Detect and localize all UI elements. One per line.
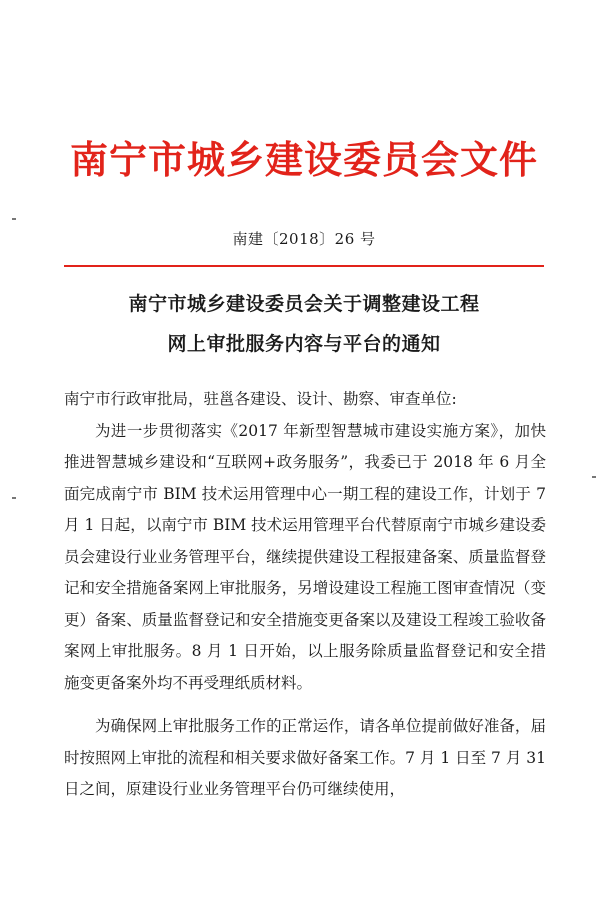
agency-header-title: 南宁市城乡建设委员会文件: [69, 137, 538, 182]
salutation: 南宁市行政审批局，驻邕各建设、设计、勘察、审查单位:: [64, 390, 457, 408]
document-number: 南建〔2018〕26 号: [232, 230, 376, 248]
body-paragraph-1: 为进一步贯彻落实《2017 年新型智慧城市建设实施方案》，加快推进智慧城乡建设和“互联网+政务服务”，我委已于 2018 年 6 月全面完成南宁市 BIM 技术运用管理中心一期工程的建设工作，计划于 7 月 1 日起，以南宁市 BIM 技术运用管理平台代替原南宁市城乡建设委员会建设行业业务管理平台，继续提供建设工程报建备案、质量监督登记和安全措施备案网上审批服务，另增设建设工程施工图审查情况（变更）备案、质量监督登记和安全措施变更备案以及建设工程竣工验收备案网上审批服务。8 月 1 日开始，以上服务除质量监督登记和安全措施变更备案外均不再受理纸质材料。: [64, 421, 546, 692]
notice-title-line-1: 南宁市城乡建设委员会关于调整建设工程: [128, 293, 480, 315]
notice-title-line-2: 网上审批服务内容与平台的通知: [167, 333, 441, 355]
red-divider-line: [64, 265, 544, 267]
scan-margin-mark: [592, 476, 596, 478]
body-paragraph-2: 为确保网上审批服务工作的正常运作，请各单位提前做好准备，届时按照网上审批的流程和相关要求做好备案工作。7 月 1 日至 7 月 31 日之间，原建设行业业务管理平台仍可继续使用，: [64, 717, 546, 798]
notice-body: [64, 384, 546, 806]
scan-margin-mark: [12, 218, 16, 220]
scan-margin-mark: [12, 497, 16, 499]
